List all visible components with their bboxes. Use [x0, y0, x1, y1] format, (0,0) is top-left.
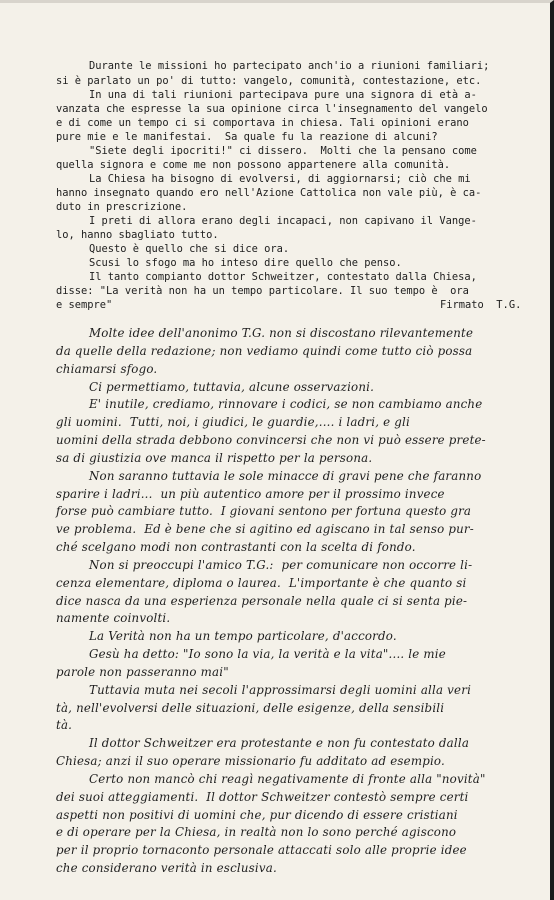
letter-line: si è parlato un po' di tutto: vangelo, comunità, contestazione, etc. — [56, 75, 482, 87]
letter-line: e sempre" — [56, 299, 113, 311]
reply-line: sa di giustizia ove manca il rispetto per la persona. — [56, 451, 373, 465]
letter-line: pure mie e le manifestai. Sa quale fu la reazione di alcuni? — [56, 131, 438, 143]
reply-line: per il proprio tornaconto personale attaccati solo alle proprie idee — [56, 843, 467, 857]
reply-line: da quelle della redazione; non vediamo quindi come tutto ciò possa — [56, 344, 473, 358]
reply-line: Ci permettiamo, tuttavia, alcune osservazioni. — [89, 380, 375, 394]
letter-signature: Firmato T.G. — [440, 299, 522, 311]
reply-line: Tuttavia muta nei secoli l'approssimarsi degli uomini alla veri — [89, 683, 472, 697]
letter-line: I preti di allora erano degli incapaci, non capivano il Vange- — [89, 215, 477, 227]
reply-line: Certo non mancò chi reagì negativamente di fronte alla "novità" — [89, 772, 486, 786]
letter-line: In una di tali riunioni partecipava pure una signora di età a- — [89, 89, 477, 101]
letter-line: Durante le missioni ho partecipato anch'io a riunioni familiari; — [89, 60, 490, 72]
letter-line: vanzata che espresse la sua opinione circa l'insegnamento del vangelo — [56, 103, 488, 115]
reply-line: tà, nell'evolversi delle situazioni, delle esigenze, della sensibili — [56, 701, 445, 715]
reply-line: dei suoi atteggiamenti. Il dottor Schweitzer contestò sempre certi — [56, 790, 469, 804]
letter-line: Il tanto compianto dottor Schweitzer, contestato dalla Chiesa, — [89, 271, 477, 283]
reply-line: gli uomini. Tutti, noi, i giudici, le guardie,.... i ladri, e gli — [56, 415, 410, 429]
reply-line: ché scelgano modi non contrastanti con la scelta di fondo. — [56, 540, 416, 554]
reply-line: aspetti non positivi di uomini che, pur dicendo di essere cristiani — [56, 808, 458, 822]
reply-line: Il dottor Schweitzer era protestante e non fu contestato dalla — [89, 736, 470, 750]
reply-line: Non si preoccupi l'amico T.G.: per comunicare non occorre li- — [89, 558, 473, 572]
reply-line: ve problema. Ed è bene che si agitino ed agiscano in tal senso pur- — [56, 522, 474, 536]
reply-line: Gesù ha detto: "Io sono la via, la verità e la vita".... le mie — [89, 647, 446, 661]
letter-line: disse: "La verità non ha un tempo particolare. Il suo tempo è ora — [56, 285, 469, 297]
letter-line: "Siete degli ipocriti!" ci dissero. Molti che la pensano come — [89, 145, 477, 157]
letter-line: Questo è quello che si dice ora. — [89, 243, 290, 255]
letter-line: lo, hanno sbagliato tutto. — [56, 229, 219, 241]
reply-line: La Verità non ha un tempo particolare, d'accordo. — [89, 629, 397, 643]
reply-line: tà. — [56, 718, 73, 732]
reply-line: sparire i ladri... un più autentico amore per il prossimo invece — [56, 487, 445, 501]
reply-line: parole non passeranno mai" — [56, 665, 229, 679]
reply-line: namente coinvolti. — [56, 611, 171, 625]
reply-line: forse può cambiare tutto. I giovani sentono per fortuna questo gra — [56, 504, 472, 518]
letter-line: Scusi lo sfogo ma ho inteso dire quello che penso. — [89, 257, 402, 269]
reply-line: chiamarsi sfogo. — [56, 362, 158, 376]
letter-line: hanno insegnato quando ero nell'Azione Cattolica non vale più, è ca- — [56, 187, 482, 199]
letter-line: e di come un tempo ci si comportava in chiesa. Tali opinioni erano — [56, 117, 469, 129]
reply-line: E' inutile, crediamo, rinnovare i codici, se non cambiamo anche — [89, 397, 483, 411]
reply-line: uomini della strada debbono convincersi che non vi può essere prete- — [56, 433, 486, 447]
reply-line: Chiesa; anzi il suo operare missionario fu additato ad esempio. — [56, 754, 445, 768]
reply-line: Non saranno tuttavia le sole minacce di gravi pene che faranno — [89, 469, 482, 483]
reply-line: Molte idee dell'anonimo T.G. non si discostano rilevantemente — [89, 326, 474, 340]
reply-line: cenza elementare, diploma o laurea. L'importante è che quanto si — [56, 576, 467, 590]
reply-line: dice nasca da una esperienza personale nella quale ci si senta pie- — [56, 594, 468, 608]
letter-line: La Chiesa ha bisogno di evolversi, di aggiornarsi; ciò che mi — [89, 173, 471, 185]
reply-line: che considerano verità in esclusiva. — [56, 861, 277, 875]
letter-line: duto in prescrizione. — [56, 201, 188, 213]
letter-line: quella signora e come me non possono appartenere alla comunità. — [56, 159, 451, 171]
reply-line: e di operare per la Chiesa, in realtà non lo sono perché agiscono — [56, 825, 457, 839]
